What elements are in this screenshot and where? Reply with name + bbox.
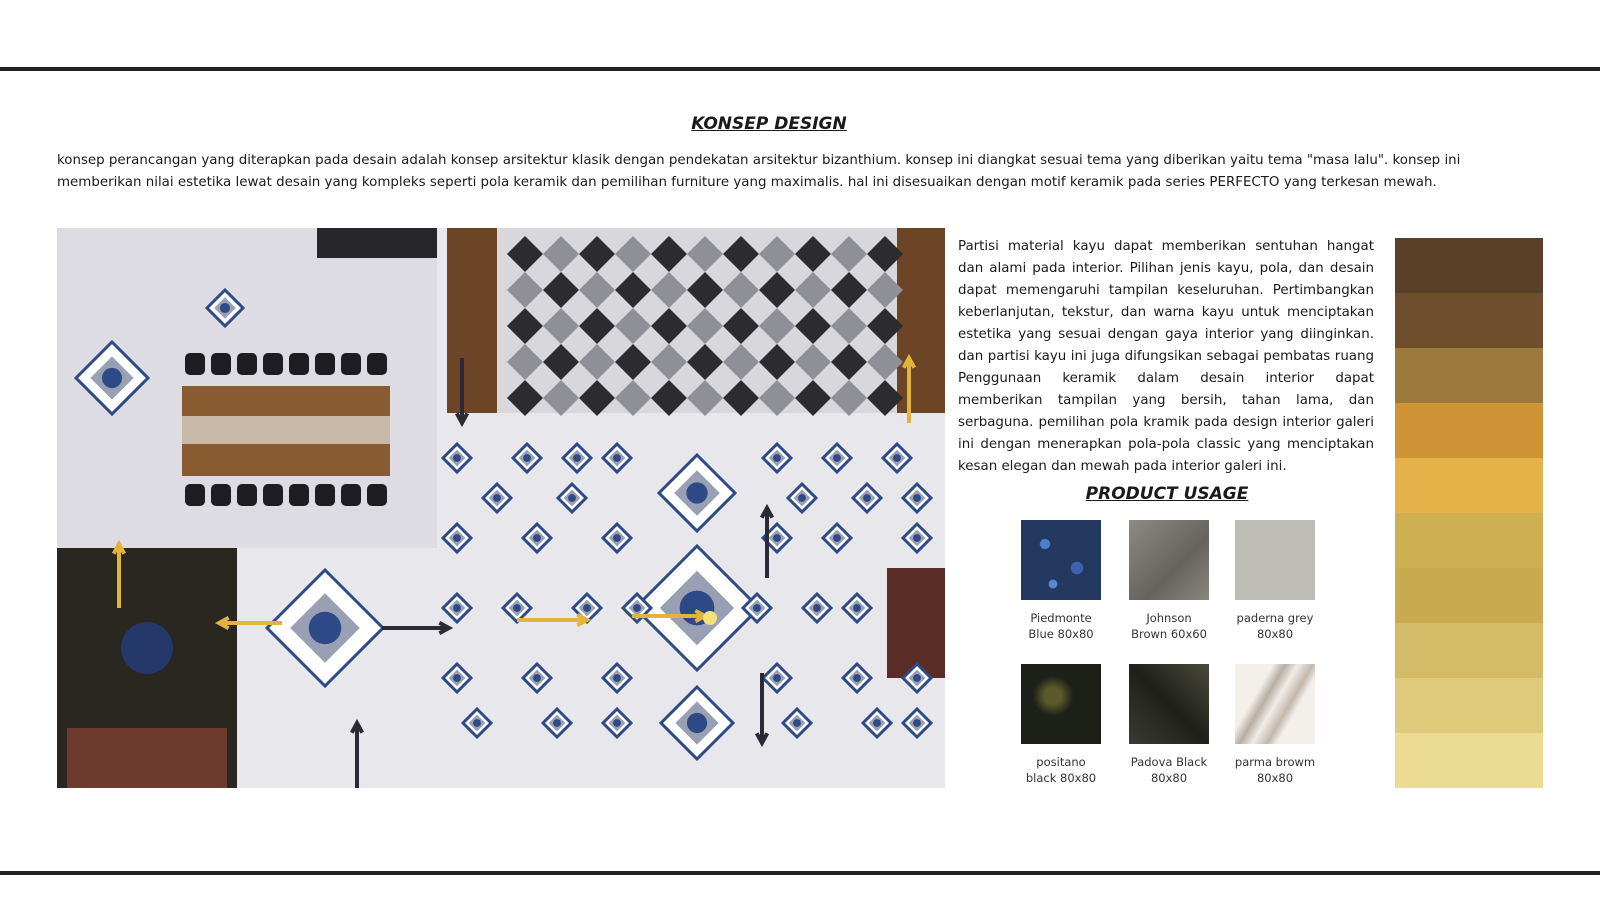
floor-tile-small-center bbox=[773, 534, 781, 542]
floor-tile-small-center bbox=[633, 604, 641, 612]
floor-tile-small-center bbox=[523, 454, 531, 462]
light-spot bbox=[703, 611, 717, 625]
product-name: positano bbox=[1036, 755, 1086, 769]
palette-swatch-9 bbox=[1395, 678, 1543, 733]
palette-swatch-10 bbox=[1395, 733, 1543, 788]
chair bbox=[211, 353, 231, 375]
floor-tile-small-center bbox=[583, 604, 591, 612]
chair bbox=[367, 484, 387, 506]
floor-tile-small-center bbox=[913, 494, 921, 502]
product-name: Piedmonte bbox=[1030, 611, 1092, 625]
palette-swatch-6 bbox=[1395, 513, 1543, 568]
chair bbox=[211, 484, 231, 506]
product-size: Brown 60x60 bbox=[1131, 627, 1207, 641]
floor-tile-small-center bbox=[798, 494, 806, 502]
palette-swatch-8 bbox=[1395, 623, 1543, 678]
chair bbox=[263, 484, 283, 506]
palette-swatch-7 bbox=[1395, 568, 1543, 623]
floor-tile-small-center bbox=[473, 719, 481, 727]
product-name: Johnson bbox=[1146, 611, 1192, 625]
chair bbox=[367, 353, 387, 375]
floor-tile-small-center bbox=[533, 674, 541, 682]
floor-tile-small-center bbox=[613, 719, 621, 727]
chair bbox=[237, 484, 257, 506]
bottom-divider bbox=[0, 871, 1600, 875]
floor-tile-small-center bbox=[513, 604, 521, 612]
product-swatch bbox=[1235, 664, 1315, 744]
chair bbox=[289, 353, 309, 375]
product-swatch bbox=[1021, 664, 1101, 744]
floor-tile-small-center bbox=[453, 604, 461, 612]
top-divider bbox=[0, 67, 1600, 71]
floor-tile-small-center bbox=[533, 534, 541, 542]
floor-tile-small-center bbox=[493, 494, 501, 502]
intro-paragraph: konsep perancangan yang diterapkan pada desain adalah konsep arsitektur klasik dengan pendekatan arsitektur bizanthium. konsep ini diangkat sesuai tema yang diberikan yaitu tema "masa lalu". konsep ini memberikan nilai estetika lewat desain yang kompleks seperti pola keramik dan pemilihan furniture yang maximalis. hal ini disesuaikan dengan motif keramik pada series PERFECTO yang terkesan mewah. bbox=[57, 153, 1461, 190]
product-paderna-grey bbox=[1220, 520, 1330, 642]
product-positano-black bbox=[1006, 664, 1116, 786]
floor-tile-center bbox=[220, 303, 230, 313]
product-swatch bbox=[1129, 664, 1209, 744]
floor-tile-small-center bbox=[553, 719, 561, 727]
floor-tile-small-center bbox=[913, 674, 921, 682]
side-table bbox=[121, 622, 173, 674]
table-runner bbox=[182, 416, 390, 444]
product-swatch bbox=[1021, 520, 1101, 600]
floor-tile-large-center bbox=[102, 368, 122, 388]
palette-swatch-4 bbox=[1395, 403, 1543, 458]
color-palette bbox=[1395, 238, 1543, 788]
sofa bbox=[887, 568, 945, 678]
product-parma-browm bbox=[1220, 664, 1330, 786]
palette-swatch-5 bbox=[1395, 458, 1543, 513]
product-padova-black bbox=[1114, 664, 1224, 786]
chair bbox=[289, 484, 309, 506]
floor-tile-large-center bbox=[687, 713, 707, 733]
floor-tile-small-center bbox=[813, 604, 821, 612]
floor-tile-small-center bbox=[613, 534, 621, 542]
chair bbox=[185, 353, 205, 375]
floor-tile-small-center bbox=[913, 534, 921, 542]
floor-tile-small-center bbox=[613, 674, 621, 682]
floor-tile-small-center bbox=[873, 719, 881, 727]
floor-tile-small-center bbox=[568, 494, 576, 502]
chair bbox=[315, 353, 335, 375]
product-name: parma browm bbox=[1234, 755, 1316, 769]
floor-tile-small-center bbox=[453, 534, 461, 542]
floor-tile-small-center bbox=[773, 454, 781, 462]
floor-tile-large-center bbox=[309, 612, 341, 644]
sideboard bbox=[317, 228, 437, 258]
product-size: Blue 80x80 bbox=[1028, 627, 1094, 641]
product-name: paderna grey bbox=[1236, 611, 1314, 625]
chair bbox=[237, 353, 257, 375]
floor-plan-drawing bbox=[57, 228, 945, 788]
product-size: 80x80 bbox=[1256, 771, 1294, 785]
chair bbox=[315, 484, 335, 506]
floor-tile-small-center bbox=[613, 454, 621, 462]
lounge-sofa bbox=[67, 728, 227, 788]
product-johnson-brown bbox=[1114, 520, 1224, 642]
palette-swatch-2 bbox=[1395, 293, 1543, 348]
chair bbox=[263, 353, 283, 375]
product-size: 80x80 bbox=[1150, 771, 1188, 785]
floor-tile-small-center bbox=[853, 604, 861, 612]
product-size: black 80x80 bbox=[1025, 771, 1097, 785]
chair bbox=[185, 484, 205, 506]
product-usage-title: PRODUCT USAGE bbox=[1085, 484, 1249, 504]
floor-tile-small-center bbox=[793, 719, 801, 727]
floor-tile-small-center bbox=[853, 674, 861, 682]
floor-tile-small-center bbox=[773, 674, 781, 682]
floor-tile-small-center bbox=[573, 454, 581, 462]
floor-plan-render bbox=[57, 228, 945, 788]
floor-tile-small-center bbox=[893, 454, 901, 462]
material-description: Partisi material kayu dapat memberikan sentuhan hangat dan alami pada interior. Pilihan jenis kayu, pola, dan desain dapat memengaruhi tampilan keseluruhan. Pertimbangkan keberlanjutan, tekstur, dan warna kayu untuk menciptakan estetika yang sesuai dengan gaya interior yang diinginkan. dan partisi kayu ini juga difungsikan sebagai pembatas ruang Penggunaan keramik dalam desain interior dapat memberikan tampilan yang bersih, tahan lama, dan serbaguna. pemilihan pola kramik pada design interior galeri ini dengan menerapkan pola-pola classic yang menciptakan kesan elegan dan mewah pada interior galeri ini. bbox=[958, 239, 1374, 474]
product-swatch bbox=[1129, 520, 1209, 600]
product-piedmonte-blue bbox=[1006, 520, 1116, 642]
palette-swatch-3 bbox=[1395, 348, 1543, 403]
page-title: KONSEP DESIGN bbox=[691, 114, 847, 134]
floor-tile-small-center bbox=[833, 534, 841, 542]
floor-tile-small-center bbox=[453, 674, 461, 682]
product-name: Padova Black bbox=[1130, 755, 1208, 769]
chair bbox=[341, 484, 361, 506]
chair bbox=[341, 353, 361, 375]
palette-swatch-1 bbox=[1395, 238, 1543, 293]
floor-tile-small-center bbox=[913, 719, 921, 727]
floor-tile-small-center bbox=[833, 454, 841, 462]
product-size: 80x80 bbox=[1256, 627, 1294, 641]
product-swatch bbox=[1235, 520, 1315, 600]
floor-tile-small-center bbox=[753, 604, 761, 612]
floor-tile-small-center bbox=[453, 454, 461, 462]
floor-tile-large-center bbox=[686, 482, 707, 503]
floor-tile-small-center bbox=[863, 494, 871, 502]
